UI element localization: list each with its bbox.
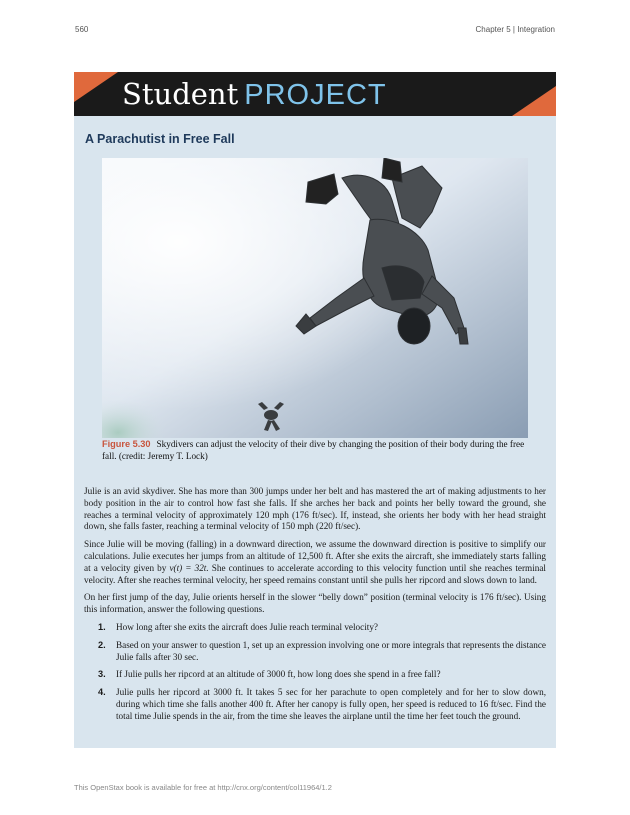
question-number: 2. xyxy=(98,639,106,650)
question-item xyxy=(84,640,546,664)
chapter-heading: Chapter 5 | Integration xyxy=(475,25,555,34)
project-body xyxy=(84,486,546,729)
question-list xyxy=(84,622,546,723)
question-text: How long after she exits the aircraft does Julie reach terminal velocity? xyxy=(116,621,378,632)
skydiver-photo xyxy=(102,158,528,438)
question-text: Based on your answer to question 1, set up an expression involving one or more integrals that represents the distance Julie falls after 30 sec. xyxy=(116,639,546,662)
page-number: 560 xyxy=(75,25,89,34)
figure-caption xyxy=(102,439,528,463)
question-number: 4. xyxy=(98,687,106,698)
question-text: If Julie pulls her ripcord at an altitude of 3000 ft, how long does she spend in a free fall? xyxy=(116,669,441,680)
velocity-equation: v(t) = 32t. xyxy=(169,562,209,573)
question-item xyxy=(84,669,546,681)
paragraph-velocity-function xyxy=(84,539,546,586)
question-item xyxy=(84,622,546,634)
banner-word-student: Student xyxy=(122,77,239,111)
paragraph-velocity-text-2: She continues to accelerate according to this velocity function until she reaches terminal velocity. After she reaches terminal velocity, her speed remains constant until she pulls her ripcord and slows down to land. xyxy=(84,562,546,585)
paragraph-first-jump: On her first jump of the day, Julie orients herself in the slower “belly down” position (terminal velocity is 176 ft/sec). Using this information, answer the following questions. xyxy=(84,592,546,615)
footer-note: This OpenStax book is available for free at http://cnx.org/content/col11964/1.2 xyxy=(74,783,332,792)
figure-caption-text: Skydivers can adjust the velocity of their dive by changing the position of their body during the free fall. (credit: Jeremy T. Lock) xyxy=(102,439,525,461)
figure-label: Figure 5.30 xyxy=(102,439,151,449)
project-title: A Parachutist in Free Fall xyxy=(85,132,235,146)
question-item xyxy=(84,687,546,722)
banner-accent-left xyxy=(74,72,118,102)
banner-accent-right xyxy=(512,86,556,116)
paragraph-velocity-text-1: Since Julie will be moving (falling) in a downward direction, we assume the downward direction is positive to simplify our calculations. Julie executes her jumps from an altitude of 12,500 ft. After she exits the aircraft, she immediately starts falling at a velocity given by xyxy=(84,539,546,573)
student-project-box xyxy=(74,72,556,748)
question-text: Julie pulls her ripcord at 3000 ft. It takes 5 sec for her parachute to open completely and for her to slow down, during which time she falls another 400 ft. After her canopy is fully open, her speed is reduced to 16 ft/sec. Find the total time Julie spends in the air, from the time she leaves the airplane until the time her feet touch the ground. xyxy=(116,687,546,721)
student-project-banner xyxy=(74,72,556,116)
banner-word-project: PROJECT xyxy=(244,79,387,111)
question-number: 1. xyxy=(98,621,106,632)
banner-title xyxy=(122,77,387,112)
paragraph-julie-intro: Julie is an avid skydiver. She has more than 300 jumps under her belt and has mastered the art of making adjustments to her body position in the air to control how fast she falls. If she arches her back and points her belly toward the ground, she reaches a terminal velocity of approximately 120 mph (176 ft/sec). If, instead, she orients her body with her head straight down, she falls faster, reaching a terminal velocity of 150 mph (220 ft/sec). xyxy=(84,486,546,532)
question-number: 3. xyxy=(98,669,106,680)
